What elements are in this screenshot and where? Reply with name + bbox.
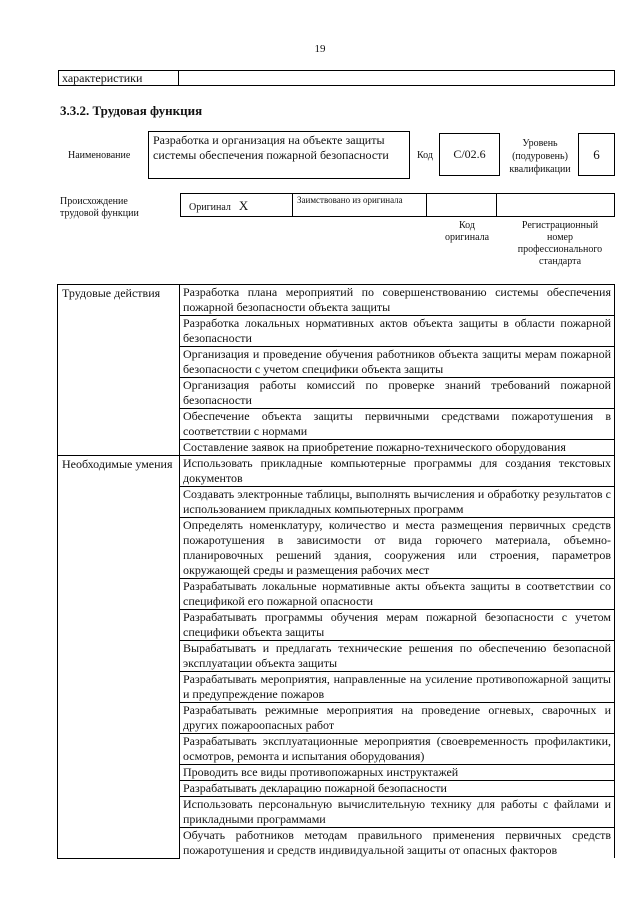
reg-number-cell bbox=[497, 194, 614, 216]
level-label: Уровень (подуровень) квалификации bbox=[509, 138, 571, 175]
skill-item: Обучать работников методам правильного применения первичных средств пожаротушения и средств индивидуальной защиты от опасных факторов bbox=[180, 828, 615, 859]
skill-item: Разрабатывать мероприятия, направленные на усиление противопожарной защиты и предупреждение пожаров bbox=[180, 672, 615, 703]
original-mark: X bbox=[238, 198, 249, 213]
level-value: 6 bbox=[578, 133, 615, 176]
labor-action-item: Организация и проведение обучения работников объекта защиты мерам пожарной безопасности с учетом специфики объекта защиты bbox=[180, 347, 615, 378]
code-label: Код bbox=[417, 150, 433, 161]
labor-action-item: Обеспечение объекта защиты первичными средствами пожаротушения в соответствии с нормами bbox=[180, 409, 615, 440]
skill-item: Вырабатывать и предлагать технические решения по обеспечению безопасной эксплуатации объекта защиты bbox=[180, 641, 615, 672]
labor-action-row bbox=[58, 285, 615, 316]
labor-action-item: Организация работы комиссий по проверке знаний требований пожарной безопасности bbox=[180, 378, 615, 409]
skill-item: Проводить все виды противопожарных инструктажей bbox=[180, 765, 615, 781]
reg-number-label: Регистрационный номер профессионального стандарта bbox=[517, 220, 603, 267]
code-original-label: Код оригинала bbox=[444, 220, 490, 243]
characteristics-label: характеристики bbox=[59, 71, 179, 85]
skill-item: Разрабатывать декларацию пожарной безопасности bbox=[180, 781, 615, 797]
section-title: 3.3.2. Трудовая функция bbox=[60, 103, 203, 118]
skill-item: Разрабатывать локальные нормативные акты объекта защиты в соответствии со спецификой его пожарной опасности bbox=[180, 579, 615, 610]
function-code-value: C/02.6 bbox=[439, 133, 500, 176]
borrowed-label: Заимствовано из оригинала bbox=[293, 194, 427, 216]
competency-table bbox=[57, 284, 615, 859]
code-original-cell bbox=[427, 194, 497, 216]
original-label: Оригинал bbox=[189, 202, 231, 213]
name-label: Наименование bbox=[68, 150, 131, 161]
skill-item: Использовать прикладные компьютерные программы для создания текстовых документов bbox=[180, 456, 615, 487]
skill-item: Определять номенклатуру, количество и места размещения первичных средств пожаротушения в зависимости от вида горючего материала, объемно-планировочных решений здания, сооружения или строения, параметров окружающей среды и размещения рабочих мест bbox=[180, 518, 615, 579]
previous-table-row bbox=[58, 70, 615, 86]
labor-action-item: Разработка плана мероприятий по совершенствованию системы обеспечения пожарной безопасности объекта защиты bbox=[180, 285, 615, 316]
skill-row bbox=[58, 456, 615, 487]
skill-item: Разрабатывать режимные мероприятия на проведение огневых, сварочных и других пожароопасных работ bbox=[180, 703, 615, 734]
skill-item: Использовать персональную вычислительную технику для работы с файлами и прикладными программами bbox=[180, 797, 615, 828]
origin-table bbox=[180, 193, 615, 217]
labor-action-header: Трудовые действия bbox=[58, 285, 180, 456]
original-cell bbox=[181, 194, 293, 216]
function-name-value: Разработка и организация на объекте защиты системы обеспечения пожарной безопасности bbox=[148, 131, 410, 179]
skill-item: Создавать электронные таблицы, выполнять вычисления и обработку результатов с использованием прикладных компьютерных программ bbox=[180, 487, 615, 518]
skill-header: Необходимые умения bbox=[58, 456, 180, 859]
labor-action-item: Составление заявок на приобретение пожарно-технического оборудования bbox=[180, 440, 615, 456]
origin-label: Происхождение трудовой функции bbox=[60, 196, 139, 219]
skill-item: Разрабатывать эксплуатационные мероприятия (своевременность профилактики, осмотров, ремонта и испытания оборудования) bbox=[180, 734, 615, 765]
skill-item: Разрабатывать программы обучения мерам пожарной безопасности с учетом специфики объекта защиты bbox=[180, 610, 615, 641]
page-number: 19 bbox=[314, 43, 326, 55]
labor-action-item: Разработка локальных нормативных актов объекта защиты в области пожарной безопасности bbox=[180, 316, 615, 347]
